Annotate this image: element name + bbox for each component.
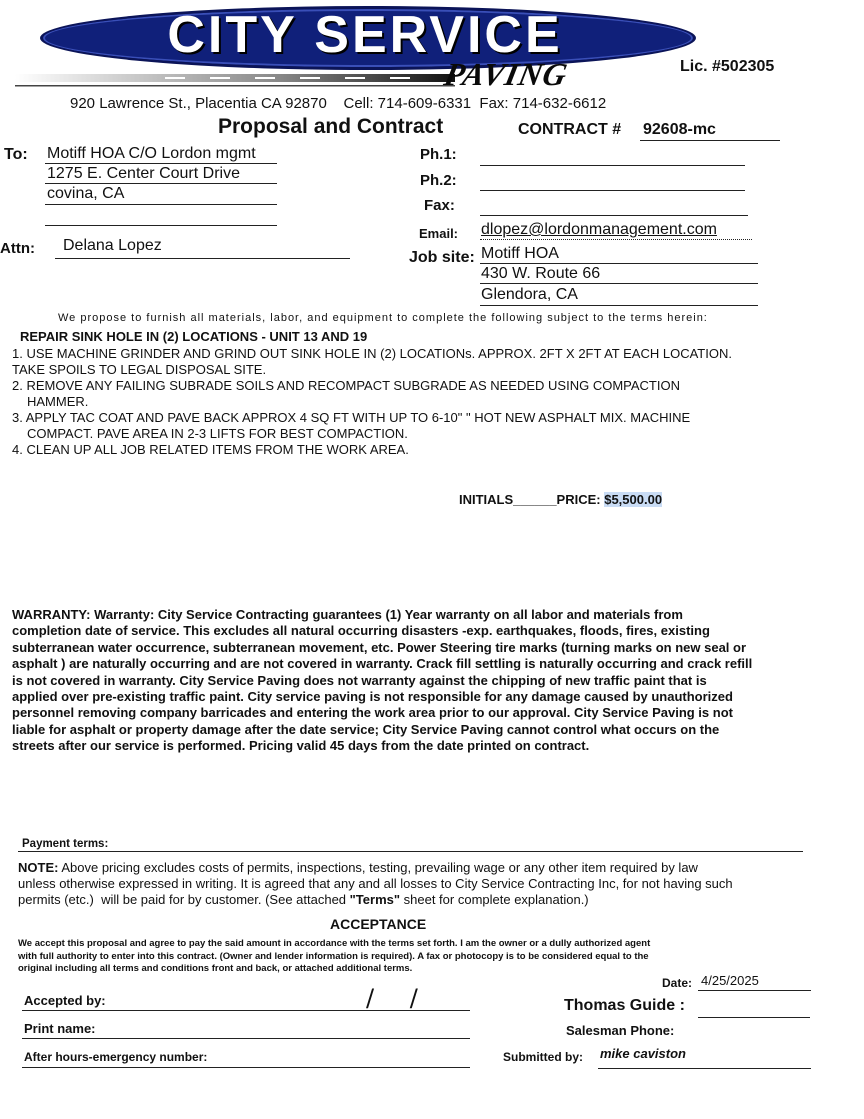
initials-price-label: INITIALS______PRICE: [459, 492, 605, 507]
print-name-label: Print name: [24, 1021, 96, 1036]
warranty-line: asphalt ) are naturally occurring and are not covered in warranty. Crack fill settling is naturally occurring and crack refill [12, 656, 753, 672]
page-title: Proposal and Contract [218, 115, 444, 138]
warranty-line: liable for asphalt or property damage after the date service; City Service Paving cannot control what occurs on the [12, 721, 720, 737]
accepted-by-signature[interactable]: / / [366, 984, 432, 1012]
job-site-line-2-rule [480, 283, 758, 284]
scope-line: TAKE SPOILS TO LEGAL DISPOSAL SITE. [12, 362, 267, 377]
initials-price-line [459, 492, 662, 507]
warranty-line: is not covered in warranty. City Service Paving does not warranty against the chipping of new traffic paint that is [12, 672, 707, 688]
phone2-rule [480, 190, 745, 191]
job-site-line-3[interactable]: Glendora, CA [481, 286, 578, 303]
attn-label: Attn: [0, 240, 35, 257]
scope-line: COMPACT. PAVE AREA IN 2-3 LIFTS FOR BEST COMPACTION. [27, 426, 408, 441]
accepted-by-rule [22, 1010, 470, 1011]
contract-label: CONTRACT # [518, 121, 622, 138]
thomas-guide-label: Thomas Guide : [564, 997, 685, 1014]
fax-rule [480, 215, 748, 216]
acceptance-text [18, 938, 818, 976]
to-line-4-rule [45, 225, 277, 226]
print-name-rule [22, 1038, 470, 1039]
note-line: unless otherwise expressed in writing. It is agreed that any and all losses to City Service Contracting Inc, for not having such [18, 876, 733, 891]
note-terms-ref: "Terms" [349, 892, 401, 907]
acceptance-line: with full authority to enter into this contract. (Owner and lender information is required). A fax or photocopy is to be considered equal to the [18, 950, 649, 962]
attn-value[interactable]: Delana Lopez [63, 237, 162, 254]
note-text [18, 860, 828, 908]
email-rule [480, 239, 752, 240]
to-line-3-rule [45, 204, 277, 205]
salesman-phone-label: Salesman Phone: [566, 1023, 675, 1038]
warranty-line: WARRANTY: Warranty: City Service Contracting guarantees (1) Year warranty on all labor and materials from [12, 607, 683, 622]
scope-line: HAMMER. [27, 394, 89, 409]
job-site-label: Job site: [409, 249, 475, 266]
email-value[interactable]: dlopez@lordonmanagement.com [481, 221, 717, 238]
logo-speed-lines [15, 68, 455, 88]
scope-of-work [12, 346, 812, 458]
acceptance-title: ACCEPTANCE [330, 916, 427, 932]
contract-number[interactable]: 92608-mc [643, 121, 716, 138]
date-value[interactable]: 4/25/2025 [701, 973, 759, 988]
warranty-line: personnel removing company barricades and entering the work area prior to our approval. City Service Paving is not [12, 705, 733, 721]
acceptance-line: We accept this proposal and agree to pay the said amount in accordance with the terms set forth. I am the owner or a dully authorized agent [18, 938, 651, 949]
date-label: Date: [662, 976, 693, 990]
to-line-3[interactable]: covina, CA [47, 185, 125, 202]
scope-title: REPAIR SINK HOLE IN (2) LOCATIONS - UNIT 13 AND 19 [20, 329, 368, 344]
note-prefix: NOTE: [18, 860, 59, 875]
phone2-label: Ph.2: [420, 172, 457, 189]
warranty-text [12, 607, 827, 755]
attn-rule [55, 258, 350, 259]
note-line: Above pricing excludes costs of permits, inspections, testing, prevailing wage or any other item required by law [58, 860, 698, 875]
payment-terms-label: Payment terms: [22, 838, 109, 850]
company-address: 920 Lawrence St., Placentia CA 92870 Cell: 714-609-6331 Fax: 714-632-6612 [70, 95, 607, 112]
warranty-line: streets after our service is performed. Pricing valid 45 days from the date printed on contract. [12, 738, 590, 754]
job-site-line-2[interactable]: 430 W. Route 66 [481, 265, 601, 282]
fax-label: Fax: [424, 197, 455, 214]
job-site-line-1-rule [480, 263, 758, 264]
to-line-1[interactable]: Motiff HOA C/O Lordon mgmt [47, 145, 256, 162]
email-label: Email: [419, 226, 459, 241]
phone1-rule [480, 165, 745, 166]
after-hours-label: After hours-emergency number: [24, 1050, 208, 1064]
company-logo-text: CITY SERVICE [167, 6, 563, 64]
phone1-label: Ph.1: [420, 146, 457, 163]
price-value[interactable]: $5,500.00 [604, 492, 663, 507]
scope-line: 4. CLEAN UP ALL JOB RELATED ITEMS FROM THE WORK AREA. [12, 442, 409, 457]
thomas-guide-rule [698, 1017, 810, 1018]
to-line-2-rule [45, 183, 277, 184]
accepted-by-label: Accepted by: [24, 993, 106, 1008]
note-line: sheet for complete explanation.) [400, 892, 589, 907]
scope-line: 1. USE MACHINE GRINDER AND GRIND OUT SINK HOLE IN (2) LOCATIONs. APPROX. 2FT X 2FT AT EACH LOCATION. [12, 346, 732, 361]
to-line-1-rule [45, 163, 277, 164]
submitted-by-label: Submitted by: [503, 1050, 583, 1064]
proposal-intro: We propose to furnish all materials, labor, and equipment to complete the following subject to the terms herein: [58, 312, 708, 324]
note-line: permits (etc.) will be paid for by customer. (See attached [18, 892, 350, 907]
submitted-by-value[interactable]: mike caviston [600, 1046, 686, 1061]
after-hours-rule [22, 1067, 470, 1068]
to-label: To: [4, 146, 28, 163]
submitted-by-rule [598, 1068, 811, 1069]
to-line-2[interactable]: 1275 E. Center Court Drive [47, 165, 240, 182]
contract-number-line [640, 140, 780, 141]
acceptance-line: original including all terms and conditions front and back, or attached additional terms. [18, 963, 413, 974]
job-site-line-3-rule [480, 305, 758, 306]
warranty-line: applied over pre-existing traffic paint. City service paving is not responsible for any damage caused by unauthorized [12, 689, 733, 705]
job-site-line-1[interactable]: Motiff HOA [481, 245, 559, 262]
company-logo-paving: PAVING [441, 56, 572, 92]
warranty-line: completion date of service. This excludes all natural occurring disasters -exp. earthquakes, floods, fires, existing [12, 623, 710, 639]
license-number: Lic. #502305 [680, 58, 775, 75]
payment-terms-rule [18, 851, 803, 852]
warranty-line: subterranean water occurrence, subterranean movement, etc. Power Steering tire marks (turning marks on new seal or [12, 639, 747, 655]
scope-line: 2. REMOVE ANY FAILING SUBRADE SOILS AND RECOMPACT SUBGRADE AS NEEDED USING COMPACTION [12, 378, 680, 393]
date-rule [698, 990, 811, 991]
scope-line: 3. APPLY TAC COAT AND PAVE BACK APPROX 4 SQ FT WITH UP TO 6-10" " HOT NEW ASPHALT MIX. MACHINE [12, 410, 691, 425]
